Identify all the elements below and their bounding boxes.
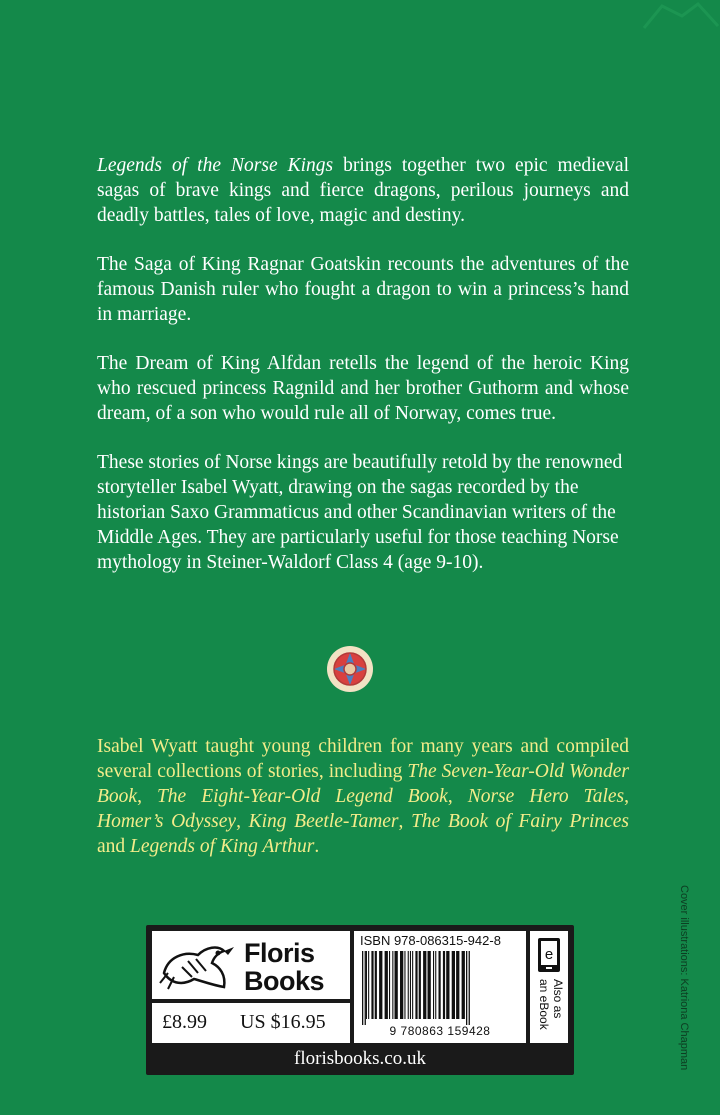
barcode-bar [428, 951, 431, 1019]
barcode-panel [354, 931, 526, 1043]
barcode-bar [379, 951, 382, 1019]
barcode-number: 9 780863 159428 [389, 1024, 491, 1038]
barcode-bar [466, 951, 467, 1025]
barcode-bar [371, 951, 373, 1019]
publisher-name: Floris Books [244, 938, 325, 996]
book-title: The Seven-Year-Old Wonder Book [97, 761, 629, 807]
price-panel [152, 1003, 350, 1043]
price-usd: US $16.95 [240, 1011, 326, 1033]
ebook-panel: e Also as an eBook [530, 931, 568, 1043]
barcode-bar [395, 951, 398, 1019]
blurb [97, 153, 629, 599]
barcode-bar [410, 951, 411, 1019]
publisher-website[interactable]: florisbooks.co.uk [294, 1048, 426, 1069]
blurb-paragraph-2: The Saga of King Ragnar Goatskin recounts the adventures of the famous Danish ruler who fought a dragon to win a princess’s hand in marriage. [97, 254, 629, 325]
barcode-bar [423, 951, 426, 1019]
book-title: Homer’s Odyssey [97, 811, 237, 832]
barcode-bar [412, 951, 413, 1019]
book-title: Legends of King Arthur [130, 836, 315, 857]
isbn-text: ISBN 978-086315-942-8 [360, 933, 501, 948]
barcode-bar [415, 951, 417, 1019]
barcode-box [146, 925, 574, 1075]
viking-shield-icon [326, 645, 374, 693]
barcode [360, 951, 520, 1025]
price-gbp: £8.99 [162, 1011, 207, 1033]
book-title: King Beetle-Tamer [248, 811, 399, 832]
barcode-bar [419, 951, 421, 1019]
barcode-bar [439, 951, 441, 1019]
corner-emblem-icon [642, 0, 720, 30]
barcode-bar [392, 951, 393, 1019]
barcode-bar [375, 951, 377, 1019]
barcode-bar [462, 951, 465, 1019]
book-title: Legends of the Norse Kings [97, 155, 334, 176]
barcode-bar [443, 951, 445, 1019]
blurb-paragraph-1: Legends of the Norse Kings brings together two epic medieval sagas of brave kings and fierce dragons, perilous journeys and deadly battles, tales of love, magic and destiny. [97, 155, 629, 226]
barcode-bar [404, 951, 405, 1019]
barcode-bar [365, 951, 366, 1025]
barcode-bar [446, 951, 449, 1019]
book-title: The Book of Fairy Princes [411, 811, 630, 832]
barcode-bar [389, 951, 390, 1019]
barcode-bar [366, 951, 367, 1019]
barcode-bar [452, 951, 455, 1019]
barcode-bar [456, 951, 459, 1019]
blurb-paragraph-3: The Dream of King Alfdan retells the legend of the heroic King who rescued princess Ragnild and her brother Guthorm and whose dream, of a son who would rule all of Norway, comes true. [97, 353, 629, 424]
barcode-bar [400, 951, 403, 1019]
barcode-bar [408, 951, 409, 1019]
barcode-bar [435, 951, 436, 1019]
bird-logo-icon [158, 933, 238, 997]
blurb-paragraph-4: These stories of Norse kings are beautifully retold by the renowned storyteller Isabel Wyatt, drawing on the sagas recorded by the historian Saxo Grammaticus and other Scandinavian writers of the Middle Ages. They are particularly useful for those teaching Norse mythology in Steiner-Waldorf Class 4 (age 9-10). [97, 452, 623, 573]
barcode-bar [368, 951, 369, 1019]
barcode-bar [362, 951, 363, 1025]
barcode-bar [433, 951, 434, 1019]
ebook-reader-icon [537, 937, 561, 973]
barcode-bar [469, 951, 470, 1025]
book-title: The Eight-Year-Old Legend Book [156, 786, 448, 807]
barcode-bar [385, 951, 388, 1019]
book-title: Norse Hero Tales [467, 786, 625, 807]
publisher-logo [152, 931, 350, 999]
author-bio: Isabel Wyatt taught young children for many years and compiled several collections of stories, including The Seven-Year-Old Wonder Book, The Eight-Year-Old Legend Book, Norse Hero Tales, Homer’s Odyssey, King Beetle-Tamer, The Book of Fairy Princes and Legends of King Arthur. [97, 736, 630, 857]
svg-text:e: e [544, 946, 554, 963]
